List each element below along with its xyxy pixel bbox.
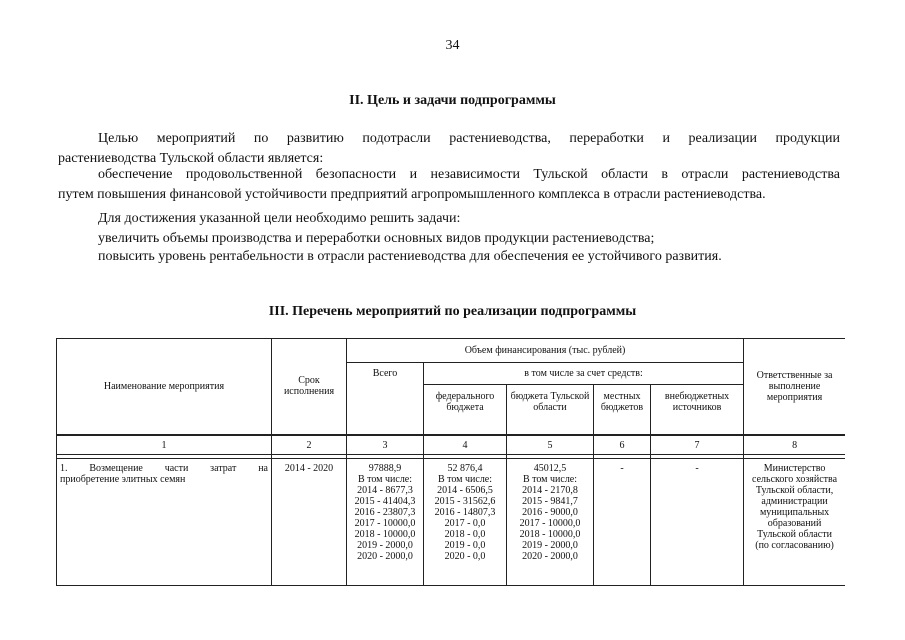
header-federal: федерального бюджета bbox=[424, 385, 507, 435]
column-number: 6 bbox=[594, 435, 651, 455]
measure-total: 97888,9 В том числе: 2014 - 8677,3 2015 - 41404,3 2016 - 23807,3 2017 - 10000,0 2018 - 10000,0 2019 - 2000,0 2020 - 2000,0 bbox=[347, 458, 424, 585]
header-responsible: Ответственные за выполнение мероприятия bbox=[744, 339, 845, 435]
goal-line-2: растениеводства Тульской области является: bbox=[58, 151, 324, 166]
table-row bbox=[57, 458, 846, 585]
measure-name-line-1: 1. Возмещение части затрат на bbox=[60, 462, 268, 474]
column-number: 4 bbox=[424, 435, 507, 455]
header-extrabudget: внебюджетных источников bbox=[651, 385, 744, 435]
page-number: 34 bbox=[445, 38, 460, 53]
measure-regional: 45012,5 В том числе: 2014 - 2170,8 2015 - 9841,7 2016 - 9000,0 2017 - 10000,0 2018 - 10000,0 2019 - 2000,0 2020 - 2000,0 bbox=[507, 458, 594, 585]
measure-federal: 52 876,4 В том числе: 2014 - 6506,5 2015 - 31562,6 2016 - 14807,3 2017 - 0,0 2018 - 0,0 2019 - 0,0 2020 - 0,0 bbox=[424, 458, 507, 585]
header-funding: Объем финансирования (тыс. рублей) bbox=[347, 339, 744, 363]
header-name: Наименование мероприятия bbox=[57, 339, 272, 435]
measure-name bbox=[57, 458, 272, 585]
measure-name-line-2: приобретение элитных семян bbox=[60, 473, 186, 485]
section-2-title: II. Цель и задачи подпрограммы bbox=[349, 93, 556, 108]
column-number: 8 bbox=[744, 435, 845, 455]
section-3-title: III. Перечень мероприятий по реализации подпрограммы bbox=[268, 304, 637, 319]
column-number: 3 bbox=[347, 435, 424, 455]
measures-table bbox=[56, 338, 845, 640]
header-local: местных бюджетов bbox=[594, 385, 651, 435]
header-total: Всего bbox=[347, 363, 424, 435]
measure-local: - bbox=[594, 458, 651, 585]
column-number: 2 bbox=[272, 435, 347, 455]
measure-responsible: Министерство сельского хозяйства Тульской области, администрации муниципальных образований Тульской области (по согласованию) bbox=[744, 458, 845, 585]
security-line-2: путем повышения финансовой устойчивости предприятий агропромышленного комплекса в отрасли растениеводства. bbox=[58, 187, 766, 202]
header-incl-sources: в том числе за счет средств: bbox=[424, 363, 744, 385]
column-number: 1 bbox=[57, 435, 272, 455]
goal-paragraph bbox=[58, 129, 840, 169]
header-period: Срок исполнения bbox=[272, 339, 347, 435]
measure-extrabudget: - bbox=[651, 458, 744, 585]
tasks-intro: Для достижения указанной цели необходимо решить задачи: bbox=[98, 211, 461, 226]
column-number: 5 bbox=[507, 435, 594, 455]
goal-line-1: Целью мероприятий по развитию подотрасли растениеводства, переработки и реализации продукции bbox=[98, 131, 840, 146]
measure-period: 2014 - 2020 bbox=[272, 458, 347, 585]
column-number: 7 bbox=[651, 435, 744, 455]
task-2: повысить уровень рентабельности в отрасли растениеводства для обеспечения ее устойчивого развития. bbox=[98, 249, 722, 264]
task-1: увеличить объемы производства и переработки основных видов продукции растениеводства; bbox=[98, 231, 655, 246]
header-regional: бюджета Тульской области bbox=[507, 385, 594, 435]
security-line-1: обеспечение продовольственной безопасности и независимости Тульской области в отрасли растениеводства bbox=[98, 167, 840, 182]
security-paragraph bbox=[58, 165, 840, 205]
